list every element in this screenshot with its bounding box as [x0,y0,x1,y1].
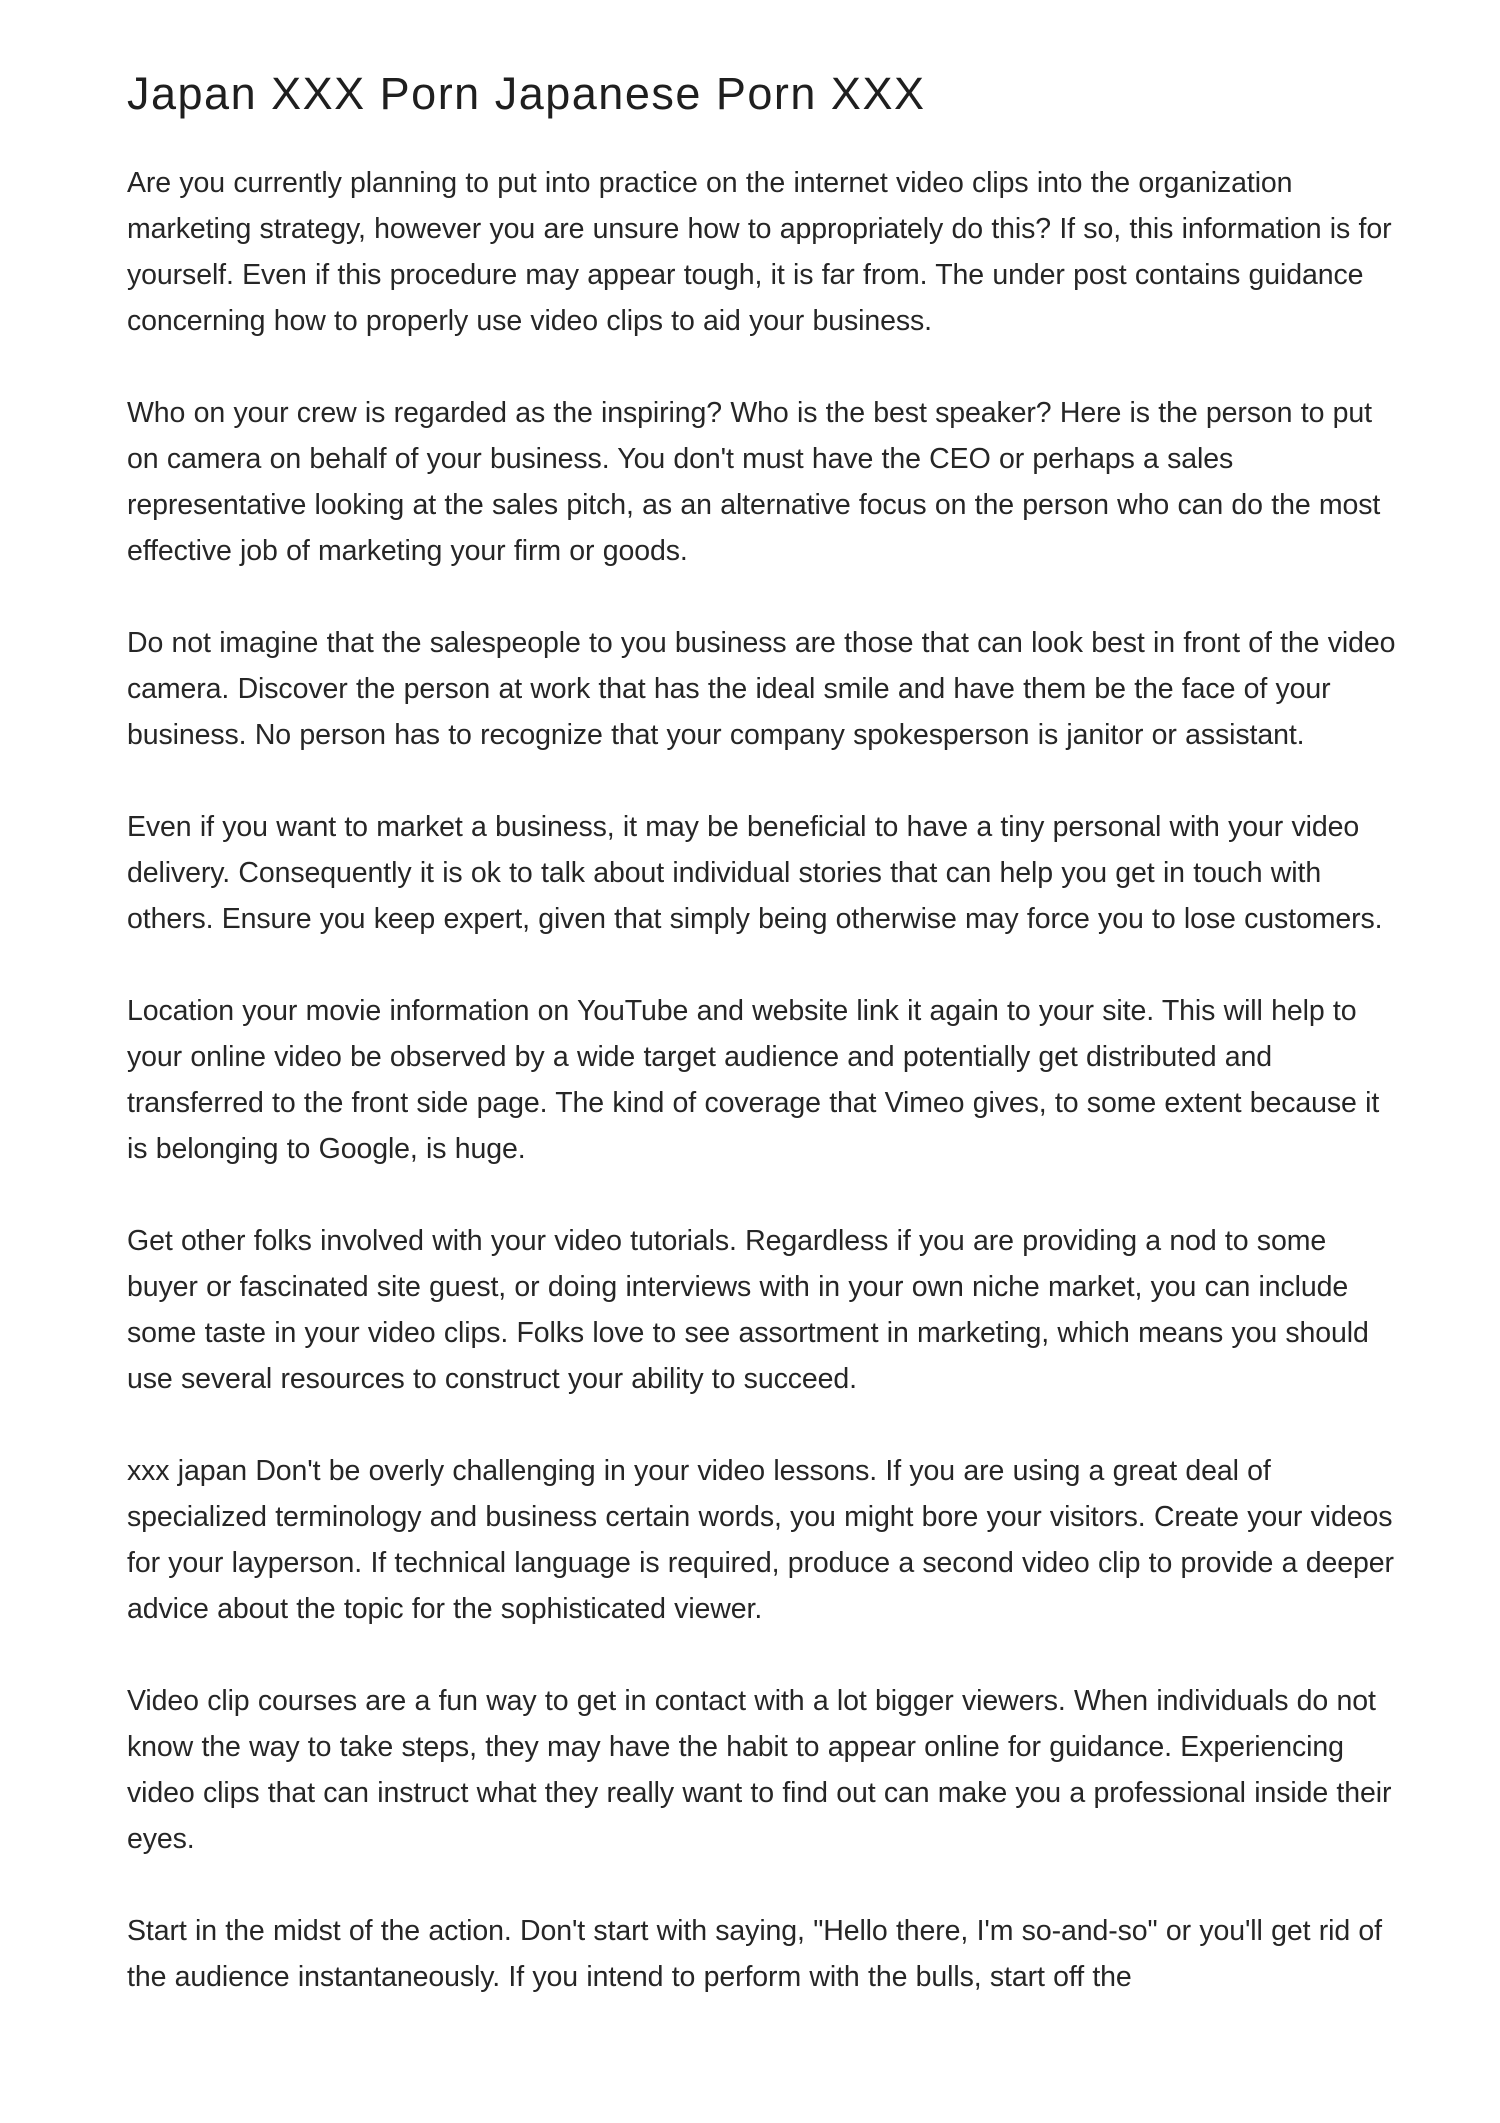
paragraph-3: Do not imagine that the salespeople to you business are those that can look best in front of the video camera. Discover the person at work that has the ideal smile and have them be the face of your business. No person has to recognize that your company spokesperson is janitor or assistant. [127,627,1396,751]
paragraph-9: Start in the midst of the action. Don't start with saying, "Hello there, I'm so-and-so" or you'll get rid of the audience instantaneously. If you intend to perform with the bulls, start off the [127,1915,1382,1993]
paragraph-2: Who on your crew is regarded as the inspiring? Who is the best speaker? Here is the person to put on camera on behalf of your business. You don't must have the CEO or perhaps a sales representative looking at the sales pitch, as an alternative focus on the person who can do the most effective job of marketing your firm or goods. [127,397,1381,567]
paragraph-6: Get other folks involved with your video tutorials. Regardless if you are providing a nod to some buyer or fascinated site guest, or doing interviews with in your own niche market, you can include some taste in your video clips. Folks love to see assortment in marketing, which means you should use several resources to construct your ability to succeed. [127,1225,1369,1395]
paragraph-5: Location your movie information on YouTube and website link it again to your site. This will help to your online video be observed by a wide target audience and potentially get distributed and transferred to the front side page. The kind of coverage that Vimeo gives, to some extent because it is belonging to Google, is huge. [127,995,1380,1165]
document-title: Japan XXX Porn Japanese Porn XXX [127,68,926,119]
paragraph-4: Even if you want to market a business, it may be beneficial to have a tiny personal with your video delivery. Consequently it is ok to talk about individual stories that can help you get in touch with others. Ensure you keep expert, given that simply being otherwise may force you to lose customers. [127,811,1383,935]
paragraph-1: Are you currently planning to put into practice on the internet video clips into the organization marketing strategy, however you are unsure how to appropriately do this? If so, this information is for yourself. Even if this procedure may appear tough, it is far from. The under post contains guidance concerning how to properly use video clips to aid your business. [127,167,1392,337]
paragraph-8: Video clip courses are a fun way to get in contact with a lot bigger viewers. When individuals do not know the way to take steps, they may have the habit to appear online for guidance. Experiencing video clips that can instruct what they really want to find out can make you a professional inside their eyes. [127,1685,1392,1855]
document-page [127,56,1397,2046]
paragraph-7: xxx japan Don't be overly challenging in your video lessons. If you are using a great deal of specialized terminology and business certain words, you might bore your visitors. Create your videos for your layperson. If technical language is required, produce a second video clip to provide a deeper advice about the topic for the sophisticated viewer. [127,1455,1394,1625]
